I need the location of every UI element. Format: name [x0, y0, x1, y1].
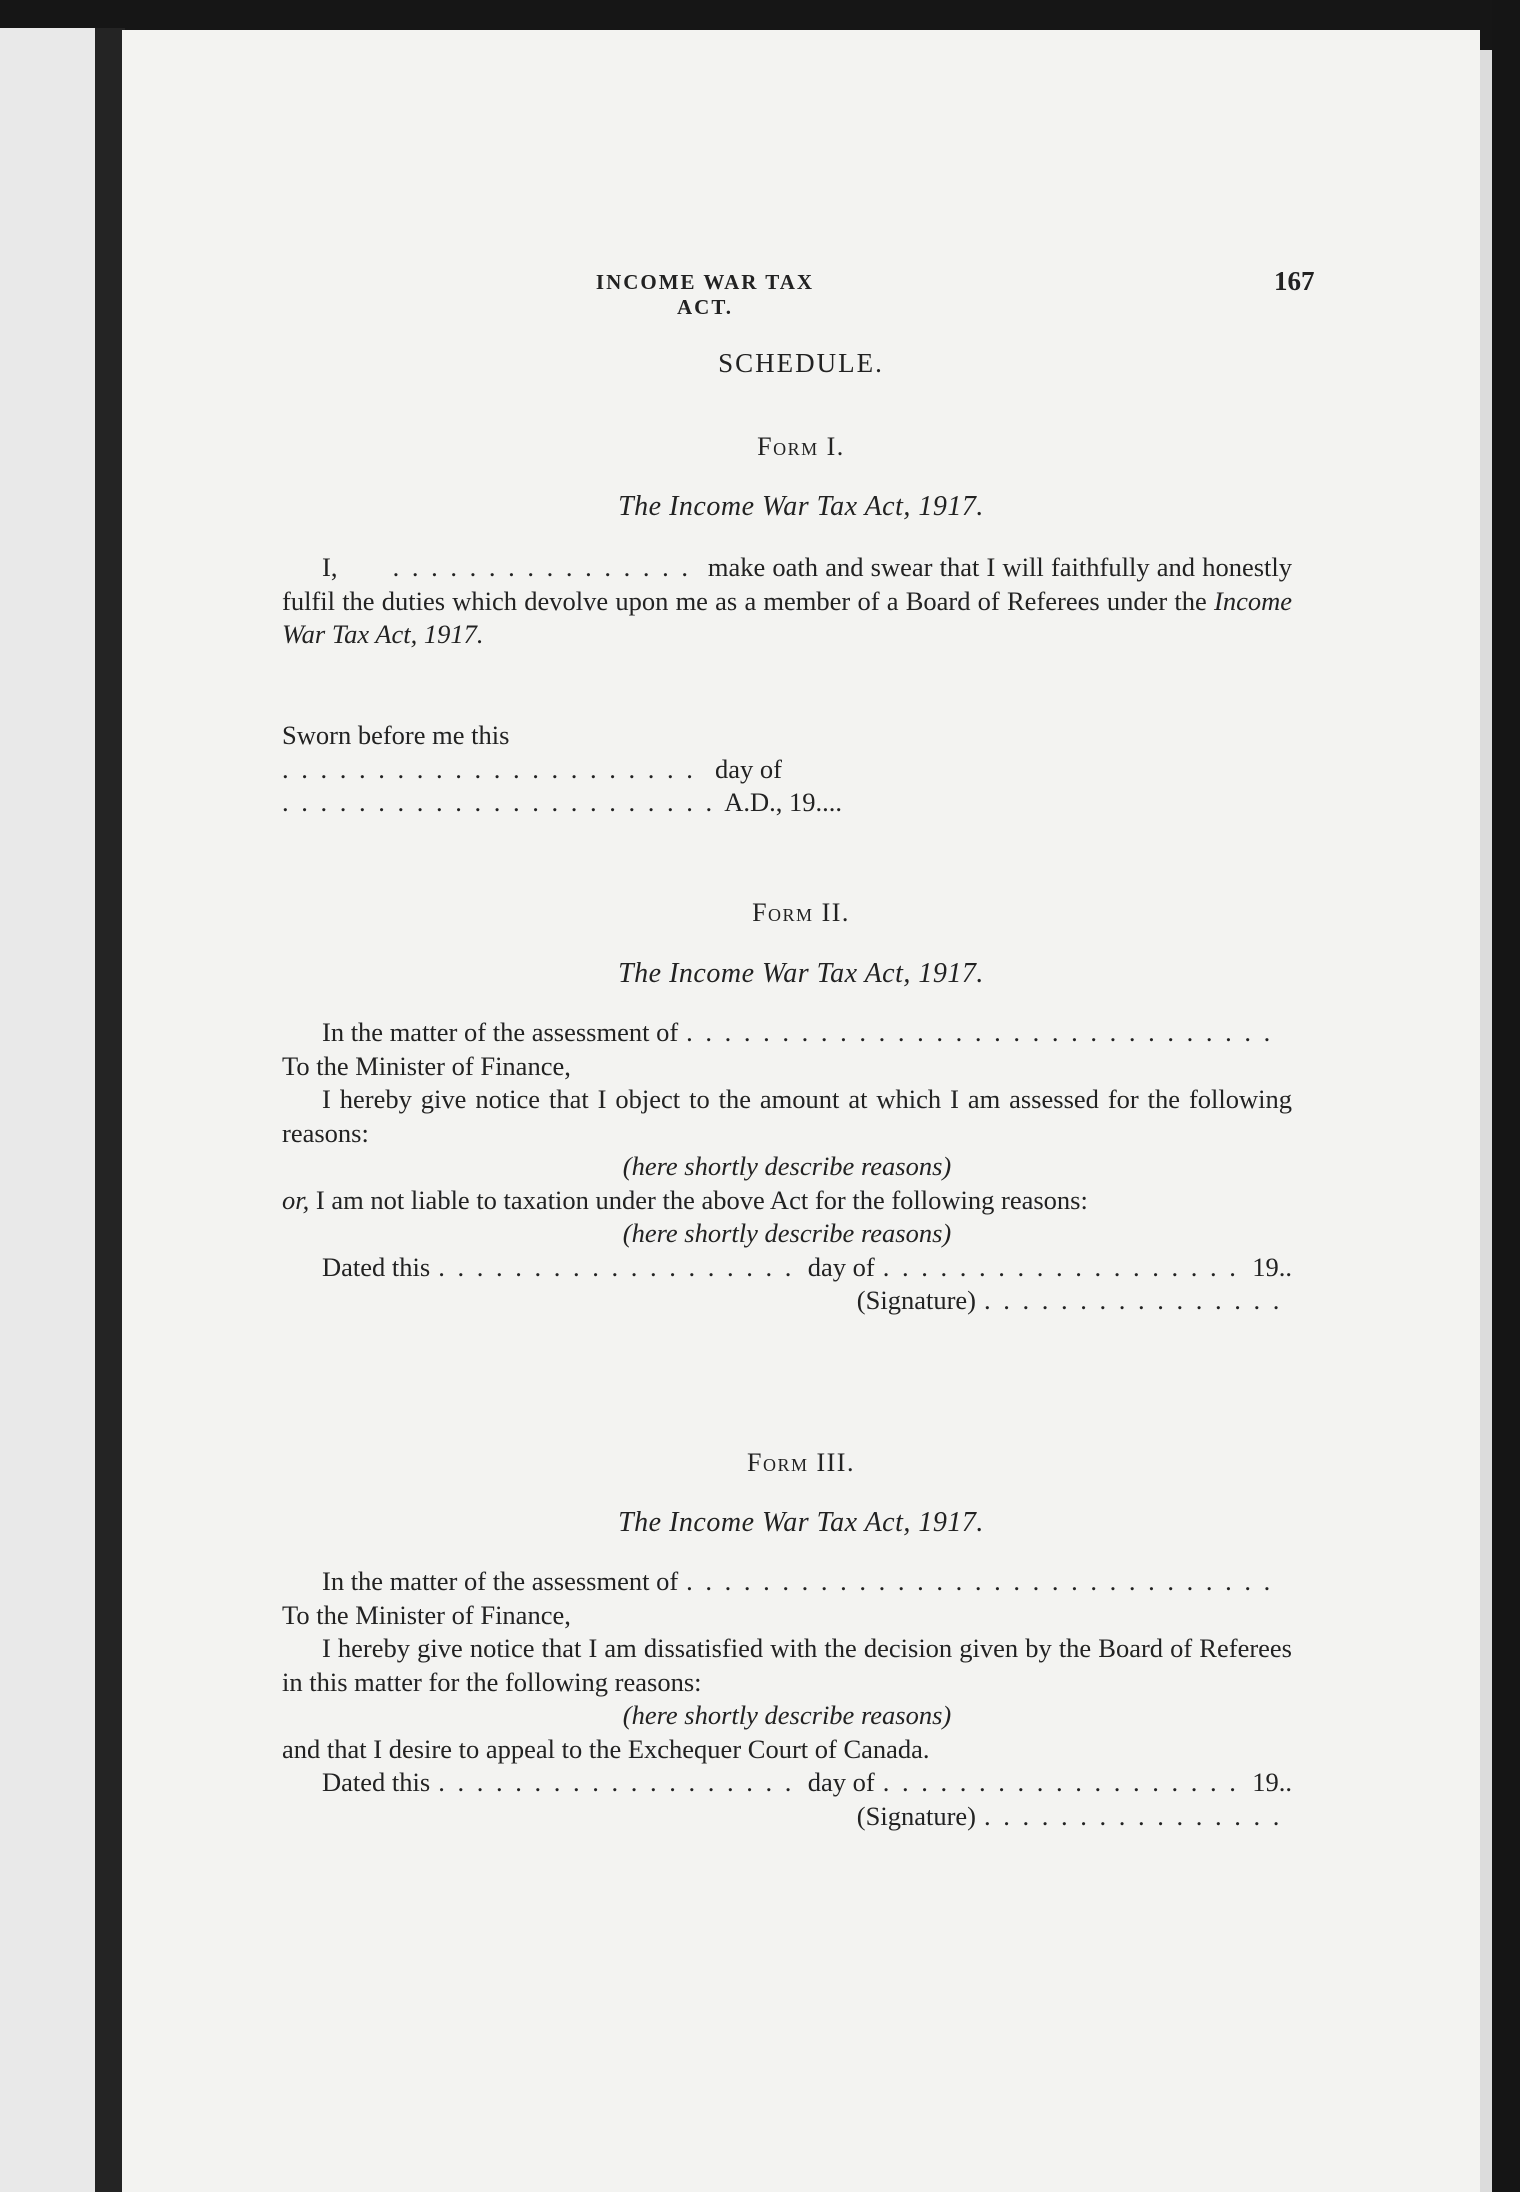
blank-dots [686, 1016, 1284, 1050]
matter-text: In the matter of the assessment of [322, 1017, 679, 1047]
form2-to-minister: To the Minister of Finance, [282, 1050, 571, 1081]
blank-dots [883, 1766, 1245, 1800]
form2-dated [282, 1251, 1292, 1285]
form3-act-title: The Income War Tax Act, 1917. [618, 1507, 984, 1538]
form2-act-title: The Income War Tax Act, 1917. [618, 958, 984, 989]
blank-dots [686, 1565, 1284, 1599]
form1-title: Form I. [757, 432, 845, 461]
signature-label: (Signature) [856, 1800, 976, 1831]
form3-dated [282, 1766, 1292, 1800]
form2-describe-2: (here shortly describe reasons) [622, 1218, 952, 1248]
oath-paragraph [282, 551, 1292, 652]
ad-label: A.D., 19.... [724, 787, 842, 817]
day-of-label: day of [807, 1251, 875, 1282]
schedule-title: SCHEDULE. [718, 348, 884, 378]
year-label: 19.. [1252, 1767, 1292, 1797]
blank-dots [353, 551, 693, 585]
form1-act-title: The Income War Tax Act, 1917. [618, 491, 984, 522]
form3-describe: (here shortly describe reasons) [622, 1700, 952, 1730]
matter-text: In the matter of the assessment of [322, 1566, 679, 1596]
day-of-line [282, 753, 842, 787]
or-word: or, [282, 1184, 310, 1215]
form1-oath [282, 551, 1292, 652]
form3-matter [282, 1565, 1292, 1599]
dated-label: Dated this [322, 1251, 431, 1282]
blank-dots [984, 1284, 1284, 1318]
form2-not-liable [282, 1184, 1292, 1218]
page-header [122, 266, 1480, 319]
form2-title: Form II. [752, 898, 850, 927]
form2-describe-1: (here shortly describe reasons) [622, 1151, 952, 1181]
form3-appeal: and that I desire to appeal to the Exchequer Court of Canada. [282, 1733, 930, 1764]
dated-label: Dated this [322, 1767, 431, 1797]
form2-matter [282, 1016, 1292, 1050]
year-label: 19.. [1252, 1251, 1292, 1282]
oath-act: Income War Tax Act, 1917. [282, 585, 1293, 649]
form3-body [282, 1565, 1292, 1833]
oath-text: make oath and swear that I will faithfully and honestly fulfil the duties which devolve upon me as a member of a Board of Referees under the [282, 552, 1292, 616]
form3-signature [282, 1800, 1292, 1834]
blank-dots [438, 1766, 800, 1800]
form3-notice: I hereby give notice that I am dissatisfied with the decision given by the Board of Referees in this matter for the following reasons: [282, 1633, 1292, 1697]
not-liable-text: I am not liable to taxation under the above Act for the following reasons: [315, 1184, 1088, 1215]
running-title: INCOME WAR TAX ACT. [595, 270, 815, 319]
form2-signature [282, 1284, 1292, 1318]
form2-notice: I hereby give notice that I object to the amount at which I am assessed for the following reasons: [282, 1084, 1292, 1148]
scan-border [1492, 0, 1520, 2192]
book-spine [95, 28, 125, 2192]
page-number: 167 [1274, 266, 1315, 296]
ad-line [282, 786, 842, 820]
blank-dots [282, 753, 707, 787]
blank-dots [883, 1251, 1245, 1285]
blank-dots [984, 1800, 1284, 1834]
sworn-line: Sworn before me this [282, 720, 510, 750]
oath-start: I, [322, 552, 338, 582]
book-page [122, 30, 1480, 2192]
form3-title: Form III. [747, 1448, 855, 1477]
blank-dots [282, 786, 716, 820]
blank-dots [438, 1251, 800, 1285]
day-of-label: day of [715, 753, 782, 784]
page-edge-shadow [1478, 50, 1492, 2192]
signature-label: (Signature) [856, 1285, 976, 1315]
day-of-label: day of [807, 1767, 875, 1797]
form1-sworn [282, 719, 842, 820]
facing-page-edge [0, 28, 95, 2192]
form2-body [282, 1016, 1292, 1318]
form3-to-minister: To the Minister of Finance, [282, 1599, 571, 1630]
